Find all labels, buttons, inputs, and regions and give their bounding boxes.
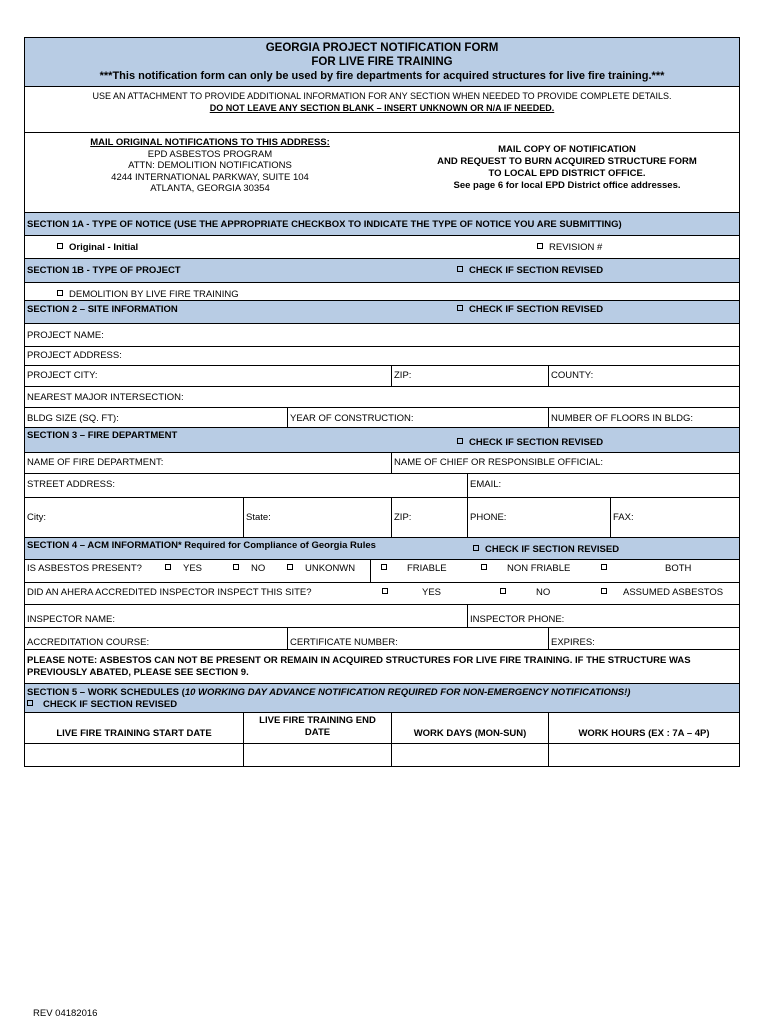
city-row [25,498,739,538]
fax-field[interactable]: FAX: [610,498,739,537]
chief-name-field[interactable]: NAME OF CHIEF OR RESPONSIBLE OFFICIAL: [391,453,739,473]
work-days-header: WORK DAYS (MON-SUN) [391,713,548,743]
mail-address-line: ATLANTA, GEORGIA 30354 [150,183,270,194]
checkbox-icon[interactable] [165,564,171,570]
project-name-row [25,324,739,347]
checkbox-icon[interactable] [473,545,479,551]
ahera-row [25,583,739,605]
form-restriction-note: ***This notification form can only be used by fire departments for acquired structures for live fire training.*** [99,70,665,82]
section-4-header [25,538,739,560]
section-5-revised[interactable]: CHECK IF SECTION REVISED [25,698,739,710]
checkbox-icon[interactable] [500,588,506,594]
friability-options [370,560,739,582]
mail-address-line: ATTN: DEMOLITION NOTIFICATIONS [128,160,292,171]
section-4-title: SECTION 4 – ACM INFORMATION* Required for Compliance of Georgia Rules [27,540,376,551]
section-2-revised[interactable]: CHECK IF SECTION REVISED [455,301,605,323]
work-hours-header: WORK HOURS (EX : 7A – 4P) [548,713,739,743]
section-2-title: SECTION 2 – SITE INFORMATION [27,304,178,315]
project-name-field[interactable]: PROJECT NAME: [27,330,104,341]
checkbox-icon[interactable] [481,564,487,570]
checkbox-icon[interactable] [457,305,463,311]
checkbox-icon[interactable] [233,564,239,570]
section-5-header [25,684,739,713]
street-row [25,474,739,498]
inspector-row [25,605,739,628]
start-date-cell[interactable] [25,744,243,766]
section-3-revised[interactable]: CHECK IF SECTION REVISED [455,428,605,452]
bldg-size-field[interactable]: BLDG SIZE (SQ. FT): [27,413,119,424]
accreditation-row [25,628,739,650]
mail-copy-line: AND REQUEST TO BURN ACQUIRED STRUCTURE FORM [437,156,697,167]
section-1b-options [25,283,739,300]
work-days-cell[interactable] [391,744,548,766]
section-1a-title: SECTION 1A - TYPE OF NOTICE (USE THE APPROPRIATE CHECKBOX TO INDICATE THE TYPE OF NOTICE YOU ARE SUBMITTING) [27,219,622,230]
mail-address-line: 4244 INTERNATIONAL PARKWAY, SUITE 104 [111,171,309,183]
section-1b-revised[interactable]: CHECK IF SECTION REVISED [455,259,605,282]
certificate-number-field[interactable]: CERTIFICATE NUMBER: [287,628,548,649]
ahera-yes-option[interactable]: YES [382,587,441,598]
fire-dept-name-field[interactable]: NAME OF FIRE DEPARTMENT: [27,457,164,468]
asbestos-no-option[interactable]: NO [233,563,265,574]
mail-copy-line: MAIL COPY OF NOTIFICATION [498,144,636,155]
asbestos-yes-option[interactable]: YES [165,563,202,574]
work-hours-cell[interactable] [548,744,739,766]
floors-field[interactable]: NUMBER OF FLOORS IN BLDG: [548,408,739,427]
asbestos-present-row [25,560,739,583]
state-field[interactable]: State: [243,498,391,537]
form-subtitle: FOR LIVE FIRE TRAINING [311,56,453,68]
ahera-assumed-option[interactable]: ASSUMED ASBESTOS [601,587,723,598]
zip-field[interactable]: ZIP: [391,498,467,537]
asbestos-notice-row [25,650,739,684]
mail-copy-instructions [417,144,717,192]
project-address-field[interactable]: PROJECT ADDRESS: [27,350,122,361]
section-1a-options [25,236,739,259]
building-info-row [25,408,739,428]
mail-copy-line: See page 6 for local EPD District office addresses. [453,180,681,191]
expires-field[interactable]: EXPIRES: [548,628,739,649]
city-field[interactable]: City: [27,512,46,523]
section-3-header [25,428,739,453]
project-city-row [25,366,739,387]
project-county-field[interactable]: COUNTY: [548,366,739,386]
ahera-question: DID AN AHERA ACCREDITED INSPECTOR INSPECT THIS SITE? YES NO ASSUMED ASBESTOS [27,587,724,598]
checkbox-icon[interactable] [382,588,388,594]
revision-code: REV 04182016 [33,1008,98,1019]
section-4-revised[interactable]: CHECK IF SECTION REVISED [471,538,621,559]
revision-option[interactable]: REVISION # [535,236,604,258]
attachment-note: USE AN ATTACHMENT TO PROVIDE ADDITIONAL INFORMATION FOR ANY SECTION WHEN NEEDED TO PROVIDE COMPLETE DETAILS. [92,91,672,101]
section-1a-header [25,213,739,236]
checkbox-icon[interactable] [57,243,63,249]
demolition-option[interactable]: DEMOLITION BY LIVE FIRE TRAINING [55,283,241,300]
end-date-header: LIVE FIRE TRAINING END DATE [243,713,391,743]
section-1b-title: SECTION 1B - TYPE OF PROJECT [27,265,181,276]
section-2-header [25,300,739,324]
notification-form [24,37,740,767]
mail-original-address [70,137,350,195]
both-option[interactable]: BOTH [601,563,691,574]
section-5-title: SECTION 5 – WORK SCHEDULES (10 WORKING DAY ADVANCE NOTIFICATION REQUIRED FOR NON-EMERGENCY NOTIFICATIONS!) [27,687,631,698]
accreditation-course-field[interactable]: ACCREDITATION COURSE: [27,637,150,648]
end-date-cell[interactable] [243,744,391,766]
form-title-block [25,38,739,87]
checkbox-icon[interactable] [601,588,607,594]
project-city-field[interactable]: PROJECT CITY: [27,370,98,381]
mail-copy-line: TO LOCAL EPD DISTRICT OFFICE. [488,168,646,179]
checkbox-icon[interactable] [381,564,387,570]
inspector-phone-field[interactable]: INSPECTOR PHONE: [467,605,739,627]
asbestos-notice: PLEASE NOTE: ASBESTOS CAN NOT BE PRESENT OR REMAIN IN ACQUIRED STRUCTURES FOR LIVE FIRE TRAINING. IF THE STRUCTURE WAS PREVIOUSLY ABATED, PLEASE SEE SECTION 9. [27,655,691,678]
intersection-row [25,387,739,408]
checkbox-icon[interactable] [457,438,463,444]
email-field[interactable]: EMAIL: [467,474,739,497]
project-address-row [25,347,739,366]
street-address-field[interactable]: STREET ADDRESS: [27,479,115,490]
mail-block [25,133,739,213]
checkbox-icon[interactable] [57,290,63,296]
asbestos-unknown-option[interactable]: UNKONWN [287,563,355,574]
start-date-header: LIVE FIRE TRAINING START DATE [56,728,212,739]
ahera-no-option[interactable]: NO [500,587,550,598]
inspector-name-field[interactable]: INSPECTOR NAME: [27,614,115,625]
schedule-header-row [25,713,739,744]
friable-option[interactable]: FRIABLE [381,563,447,574]
schedule-data-row [25,744,739,766]
mail-original-heading: MAIL ORIGINAL NOTIFICATIONS TO THIS ADDRESS: [90,137,330,148]
checkbox-icon[interactable] [27,700,33,706]
fire-dept-row [25,453,739,474]
checkbox-icon[interactable] [287,564,293,570]
asbestos-present-question: IS ASBESTOS PRESENT? YES NO UNKONWN [27,563,356,574]
section-1b-header [25,259,739,283]
intersection-field[interactable]: NEAREST MAJOR INTERSECTION: [27,392,184,403]
mail-address-line: EPD ASBESTOS PROGRAM [147,148,273,160]
phone-field[interactable]: PHONE: [467,498,610,537]
non-friable-option[interactable]: NON FRIABLE [481,563,570,574]
checkbox-icon[interactable] [601,564,607,570]
no-blank-note: DO NOT LEAVE ANY SECTION BLANK – INSERT UNKNOWN OR N/A IF NEEDED. [209,103,555,113]
checkbox-icon[interactable] [457,266,463,272]
checkbox-icon[interactable] [537,243,543,249]
section-3-title: SECTION 3 – FIRE DEPARTMENT [27,430,178,441]
original-initial-option[interactable]: Original - Initial [55,236,140,258]
form-title: GEORGIA PROJECT NOTIFICATION FORM [265,42,499,54]
year-construction-field[interactable]: YEAR OF CONSTRUCTION: [287,408,548,427]
project-zip-field[interactable]: ZIP: [391,366,548,386]
instructions [25,87,739,133]
